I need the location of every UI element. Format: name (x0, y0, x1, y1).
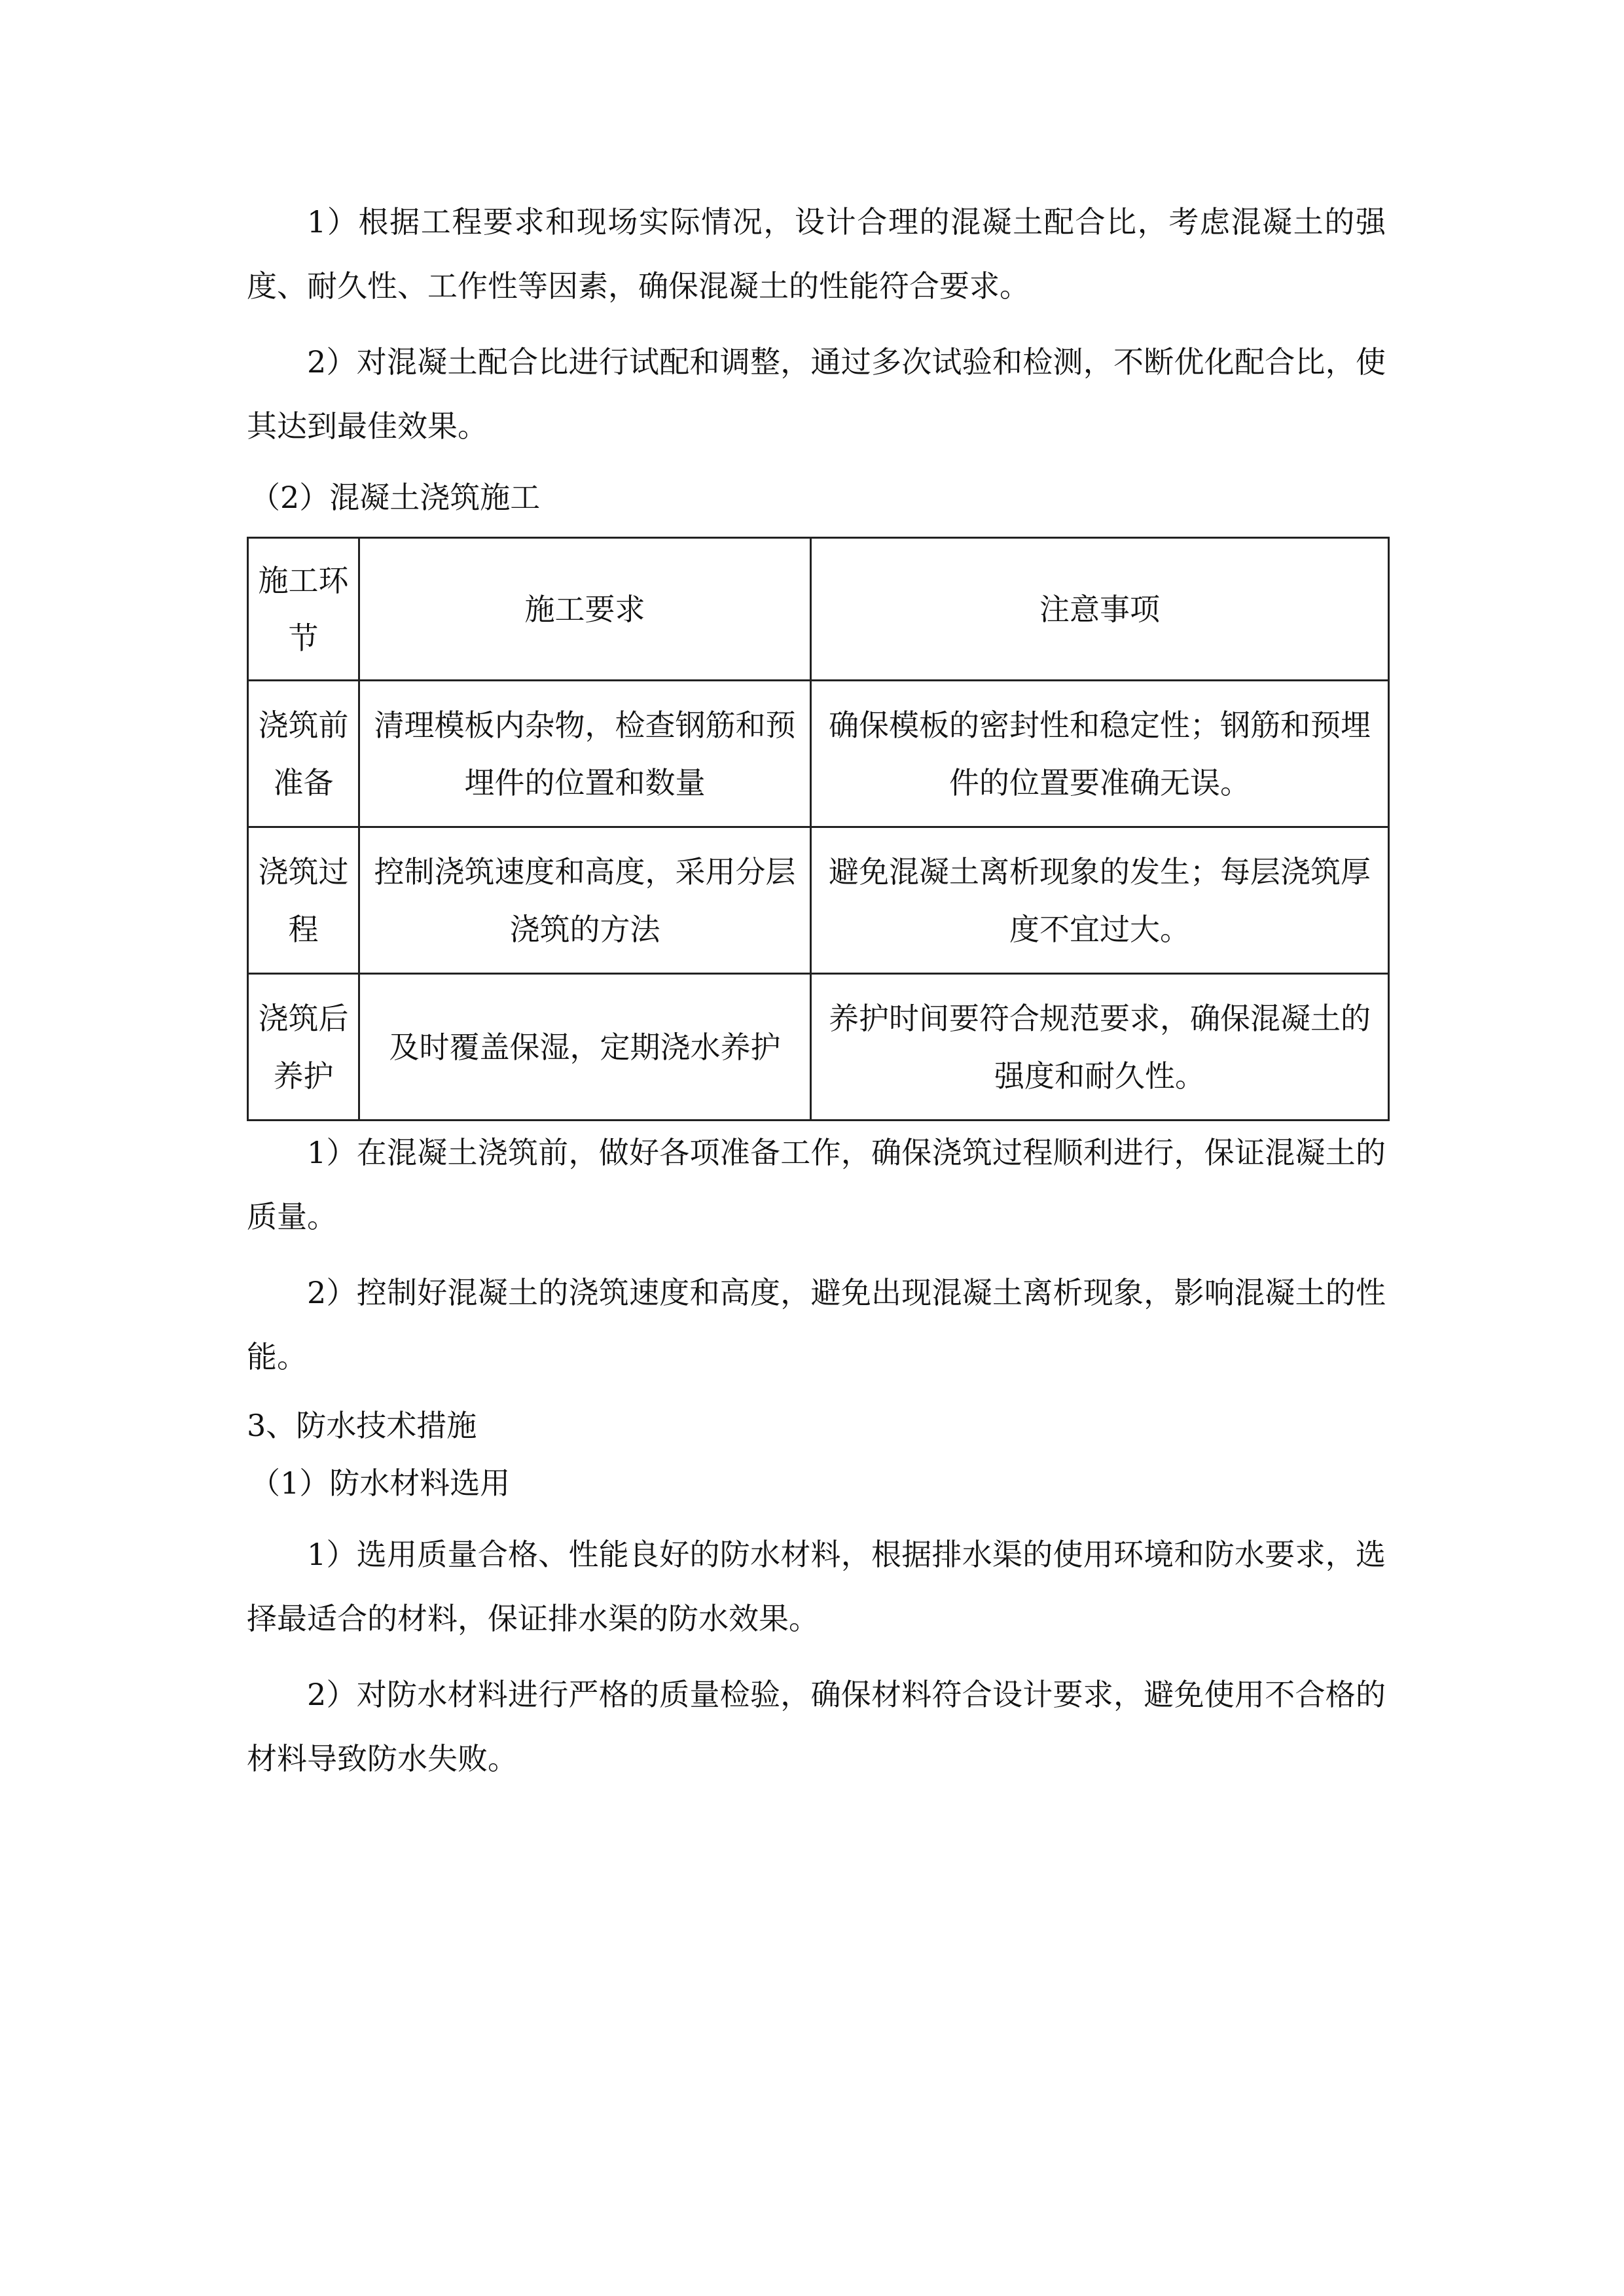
cell-stage: 浇筑前准备 (248, 681, 359, 827)
mix-paragraph-2: 2）对混凝土配合比进行试配和调整，通过多次试验和检测，不断优化配合比，使其达到最佳效果。 (247, 344, 1386, 444)
cell-stage: 浇筑过程 (248, 827, 359, 974)
waterproof-paragraph-2: 2）对防水材料进行严格的质量检验，确保材料符合设计要求，避免使用不合格的材料导致防水失败。 (247, 1677, 1386, 1776)
header-notes: 注意事项 (811, 538, 1389, 681)
cell-requirement: 及时覆盖保湿，定期浇水养护 (359, 974, 811, 1121)
pour-paragraph-2: 2）控制好混凝土的浇筑速度和高度，避免出现混凝土离析现象，影响混凝土的性能。 (247, 1275, 1386, 1374)
waterproof-subheading: （1）防水材料选用 (250, 1465, 511, 1501)
cell-requirement: 清理模板内杂物，检查钢筋和预埋件的位置和数量 (359, 681, 811, 827)
cell-requirement: 控制浇筑速度和高度，采用分层浇筑的方法 (359, 827, 811, 974)
cell-notes: 确保模板的密封性和稳定性；钢筋和预埋件的位置要准确无误。 (811, 681, 1389, 827)
waterproof-paragraph-1: 1）选用质量合格、性能良好的防水材料，根据排水渠的使用环境和防水要求，选择最适合的材料，保证排水渠的防水效果。 (247, 1537, 1386, 1636)
header-stage: 施工环节 (248, 538, 359, 681)
pour-paragraph-1: 1）在混凝土浇筑前，做好各项准备工作，确保浇筑过程顺利进行，保证混凝土的质量。 (247, 1135, 1386, 1234)
cell-stage: 浇筑后养护 (248, 974, 359, 1121)
mix-paragraph-1: 1）根据工程要求和现场实际情况，设计合理的混凝土配合比，考虑混凝土的强度、耐久性、工作性等因素，确保混凝土的性能符合要求。 (247, 204, 1386, 304)
pour-section-heading: （2）混凝土浇筑施工 (250, 480, 541, 515)
pour-table (247, 537, 1390, 1121)
table-row (248, 681, 1389, 827)
waterproof-section-heading: 3、防水技术措施 (247, 1408, 477, 1443)
table-row (248, 974, 1389, 1121)
table-row (248, 827, 1389, 974)
table-header-row (248, 538, 1389, 681)
header-requirement: 施工要求 (359, 538, 811, 681)
cell-notes: 避免混凝土离析现象的发生；每层浇筑厚度不宜过大。 (811, 827, 1389, 974)
cell-notes: 养护时间要符合规范要求，确保混凝土的强度和耐久性。 (811, 974, 1389, 1121)
